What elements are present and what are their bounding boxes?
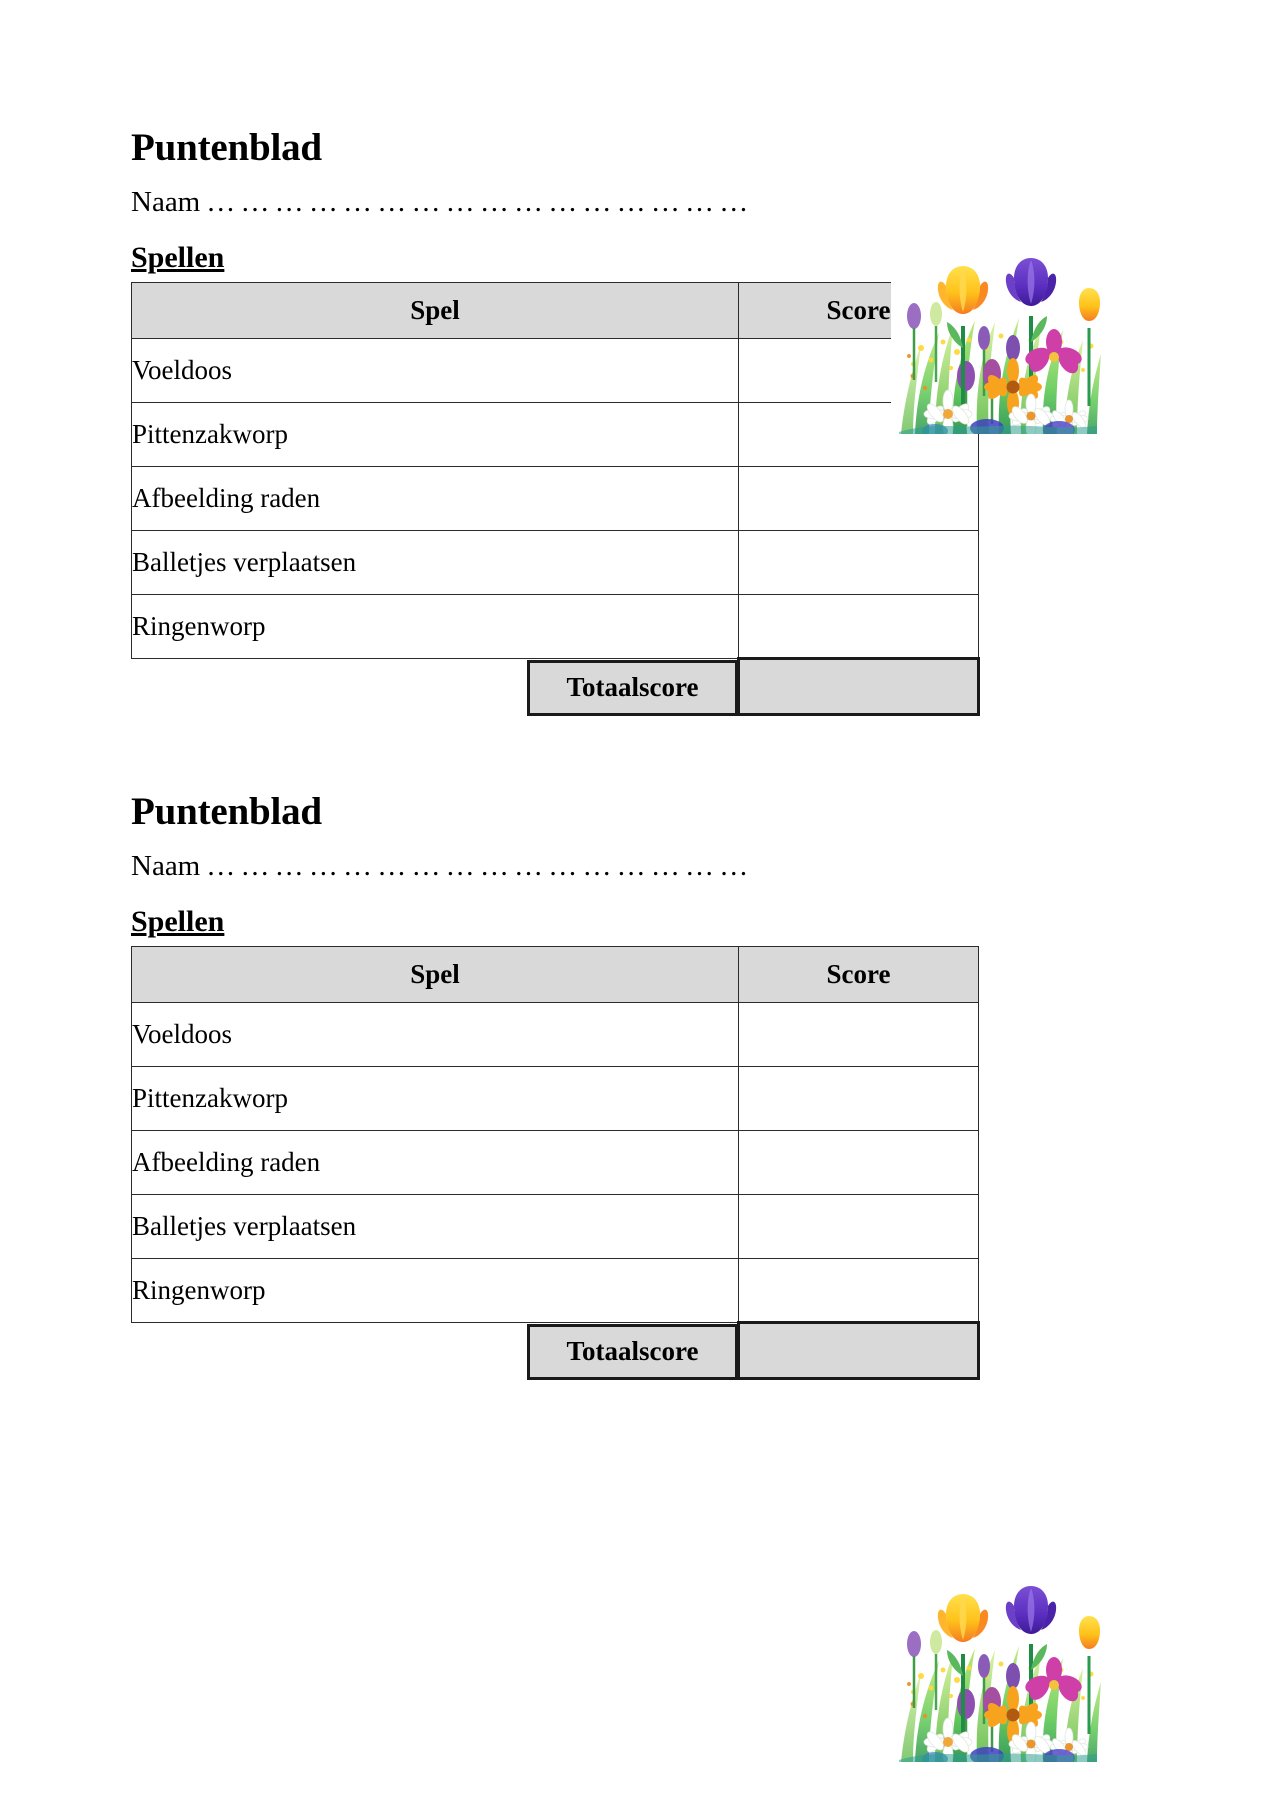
score-table-2 — [131, 946, 980, 1380]
page-title: Puntenblad — [131, 790, 322, 833]
score-entry-cell[interactable] — [739, 594, 979, 658]
game-name-cell: Balletjes verplaatsen — [132, 1194, 739, 1258]
total-score-cell[interactable] — [739, 658, 979, 714]
table-row — [132, 402, 979, 466]
name-label: Naam — [131, 849, 201, 882]
section-heading-spellen: Spellen — [131, 240, 225, 274]
table-row — [132, 1130, 979, 1194]
table-row — [132, 1066, 979, 1130]
name-label: Naam — [131, 185, 201, 218]
game-name-cell: Ringenworp — [132, 1258, 739, 1322]
game-name-cell: Pittenzakworp — [132, 1066, 739, 1130]
name-dotted-line[interactable]: ………………………………………… — [206, 185, 754, 218]
name-dotted-line[interactable]: ………………………………………… — [206, 849, 754, 882]
score-entry-cell[interactable] — [739, 530, 979, 594]
column-header-spel: Spel — [132, 946, 739, 1002]
game-name-cell: Balletjes verplaatsen — [132, 530, 739, 594]
game-name-cell: Voeldoos — [132, 338, 739, 402]
score-entry-cell[interactable] — [739, 1066, 979, 1130]
score-entry-cell[interactable] — [739, 1130, 979, 1194]
table-row — [132, 530, 979, 594]
score-sheet-2 — [131, 792, 978, 1380]
total-score-label: Totaalscore — [527, 1324, 738, 1380]
column-header-score: Score — [739, 946, 979, 1002]
total-score-cell[interactable] — [739, 1322, 979, 1378]
score-entry-cell[interactable] — [739, 1002, 979, 1066]
table-row — [132, 1194, 979, 1258]
column-header-score: Score — [739, 282, 979, 338]
table-row — [132, 594, 979, 658]
game-name-cell: Pittenzakworp — [132, 402, 739, 466]
score-sheet-1 — [131, 128, 978, 716]
table-row — [132, 1002, 979, 1066]
name-field-line — [131, 187, 978, 219]
flower-illustration-icon — [891, 256, 1104, 434]
game-name-cell: Afbeelding raden — [132, 1130, 739, 1194]
score-table-1 — [131, 282, 980, 716]
section-heading-spellen: Spellen — [131, 904, 225, 938]
table-row — [132, 466, 979, 530]
table-header-row — [132, 946, 979, 1002]
game-name-cell: Ringenworp — [132, 594, 739, 658]
table-header-row — [132, 282, 979, 338]
column-header-spel: Spel — [132, 282, 739, 338]
name-field-line — [131, 851, 978, 883]
game-name-cell: Voeldoos — [132, 1002, 739, 1066]
game-name-cell: Afbeelding raden — [132, 466, 739, 530]
page-title: Puntenblad — [131, 126, 322, 169]
flower-illustration-icon — [891, 1584, 1104, 1762]
table-row — [132, 338, 979, 402]
score-entry-cell[interactable] — [739, 1258, 979, 1322]
score-entry-cell[interactable] — [739, 1194, 979, 1258]
table-row — [132, 1258, 979, 1322]
total-score-label: Totaalscore — [527, 660, 738, 716]
score-entry-cell[interactable] — [739, 466, 979, 530]
